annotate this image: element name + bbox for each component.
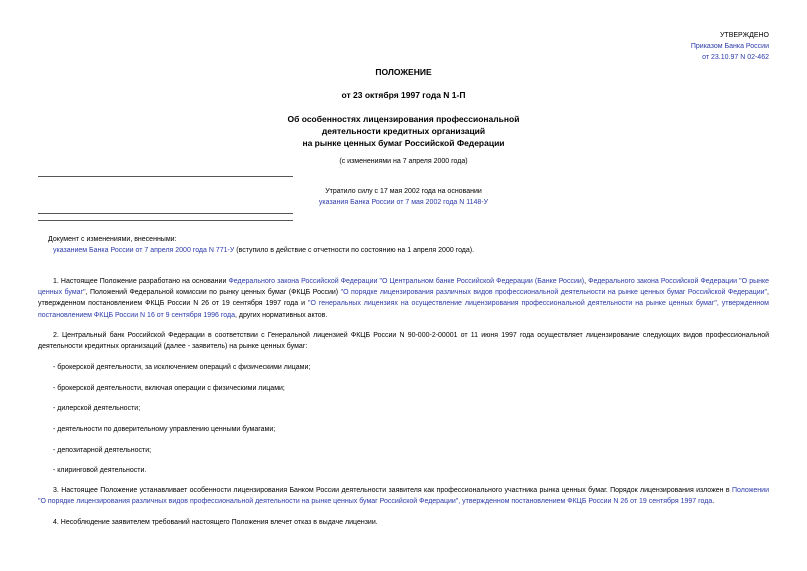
changes-link[interactable]: указанием Банка России от 7 апреля 2000 года N 771-У	[53, 247, 235, 254]
document-heading: ПОЛОЖЕНИЕ	[375, 67, 432, 77]
approval-order-date-link[interactable]: от 23.10.97 N 02-462	[702, 54, 769, 61]
approval-block	[691, 30, 769, 63]
approval-title: УТВЕРЖДЕНО	[719, 32, 769, 39]
approval-order-link[interactable]: Приказом Банка России	[690, 43, 769, 50]
p1-text: ,	[584, 278, 589, 285]
paragraph-3	[38, 485, 769, 507]
document-body	[38, 276, 769, 528]
amendments-note: (с изменениями на 7 апреля 2000 года)	[339, 158, 468, 165]
paragraph-1	[38, 276, 769, 321]
status-block	[0, 186, 807, 208]
status-line: Утратило силу с 17 мая 2002 года на основании	[325, 188, 482, 195]
changes-block	[48, 234, 768, 256]
changes-tail: (вступило в действие с отчетности по состоянию на 1 апреля 2000 года).	[236, 247, 475, 254]
p1-text: 1. Настоящее Положение разработано на основании	[53, 278, 229, 285]
p1-text: , утвержденном постановлением ФКЦБ России N 26 от 19 сентября 1997 года	[38, 289, 769, 308]
changes-label: Документ с изменениями, внесенными:	[48, 236, 177, 243]
list-item: - депозитарной деятельности;	[53, 446, 152, 454]
p1-text: , Положений Федеральной комиссии по рынку ценных бумаг (ФКЦБ России)	[85, 289, 341, 297]
list-item: - клиринговой деятельности.	[53, 467, 147, 475]
divider-rule	[38, 220, 293, 221]
list-item: - деятельности по доверительному управлению ценными бумагами;	[53, 426, 276, 433]
p3-text: .	[712, 498, 715, 506]
p3-text: 3. Настоящее Положение устанавливает особенности лицензирования Банком России деятельности заявителя как профессионального участника рынка ценных бумаг. Порядок лицензирования изложен в	[53, 487, 732, 495]
activities-list	[38, 362, 769, 476]
fkcb-general-license-link[interactable]: "О генеральных лицензиях на осуществление лицензирования профессиональной деятельности на рынке ценных бумаг", утвержденном постановлением ФКЦБ России N 16 от 9 сентября 1996 года	[38, 300, 769, 319]
status-link[interactable]: указания Банка России от 7 мая 2002 года N 1148-У	[318, 199, 489, 206]
list-item: - дилерской деятельности;	[53, 405, 141, 413]
fkcb-licensing-regulation-link[interactable]: Положении "О порядке лицензирования различных видов профессиональной деятельности на рынке ценных бумаг Российской Федерации", утвержденном постановлением ФКЦБ России N 26 от 19 сентября 1997 года	[38, 487, 769, 506]
paragraph-2: 2. Центральный банк Российской Федерации в соответствии с Генеральной лицензией ФКЦБ России N 90-000-2-00001 от 11 июня 1997 года осуществляет лицензирование следующих видов профессиональной деятельности кредитных организаций (далее - заявитель) на рынке ценных бумаг:	[38, 331, 769, 351]
document-subject-line2: деятельности кредитных организаций	[321, 126, 486, 136]
list-item: - брокерской деятельности, за исключением операций с физическими лицами;	[53, 364, 311, 372]
document-subject-line3: на рынке ценных бумаг Российской Федерации	[302, 138, 505, 148]
p1-text: и	[298, 300, 308, 308]
document-subject-line1: Об особенностях лицензирования профессиональной	[287, 114, 520, 124]
law-securities-link[interactable]: Федерального закона Российской Федерации "О рынке ценных бумаг"	[38, 278, 770, 297]
paragraph-4: 4. Несоблюдение заявителем требований настоящего Положения влечет отказ в выдаче лицензии.	[53, 518, 378, 526]
list-item: - брокерской деятельности, включая операции с физическими лицами;	[53, 384, 285, 392]
fkcb-licensing-regulation-link[interactable]: "О порядке лицензирования различных видов профессиональной деятельности на рынке ценных бумаг Российской Федерации"	[340, 289, 768, 297]
document-title-block	[0, 66, 807, 149]
document-date-number: от 23 октября 1997 года N 1-П	[341, 90, 466, 100]
law-cbr-link[interactable]: Федерального закона Российской Федерации "О Центральном банке Российской Федерации (Банке России)	[228, 278, 585, 285]
divider-rule	[38, 176, 293, 177]
p1-text: , других нормативных актов.	[234, 311, 328, 319]
divider-rule	[38, 213, 293, 214]
